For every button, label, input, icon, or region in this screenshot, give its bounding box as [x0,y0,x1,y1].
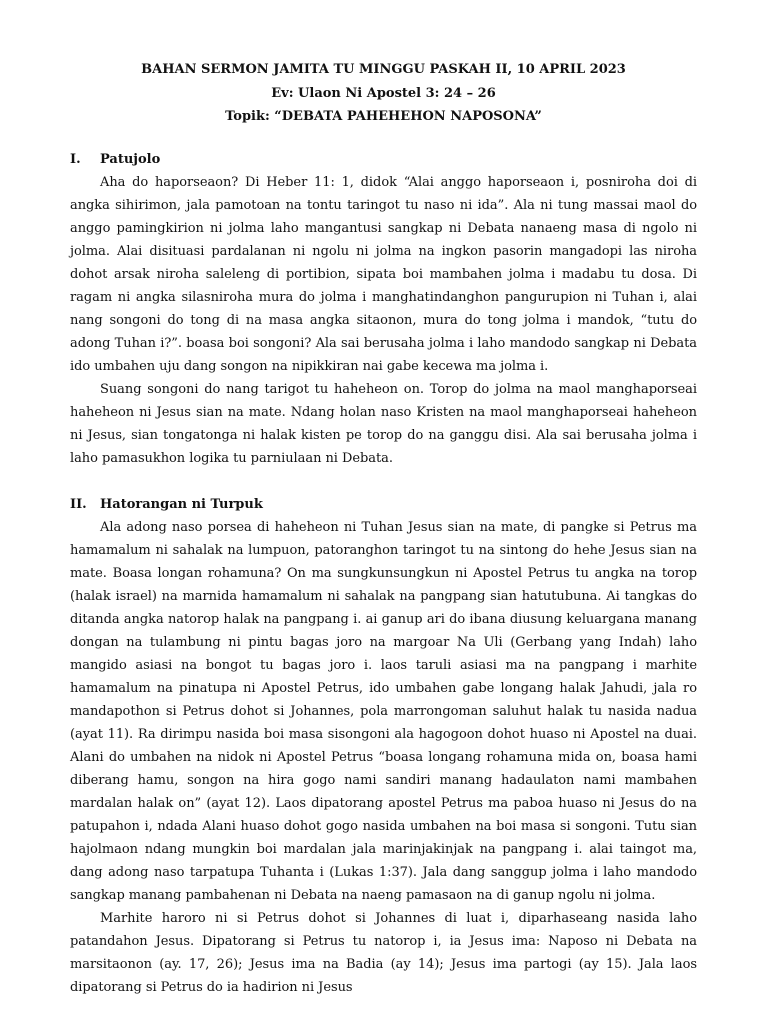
paragraph: Marhite haroro ni si Petrus dohot si Johannes di luat i, diparhaseang nasida laho patandahon Jesus. Dipatorang si Petrus tu natorop i, ia Jesus ima: Naposo ni Debata na marsitaonon (ay. 17, 26); Jesus ima na Badia (ay 14); Jesus ima partogi (ay 15). Jala laos dipatorang si Petrus do ia hadirion ni Jesus [70,910,697,995]
document-header [70,58,697,129]
header-title: BAHAN SERMON JAMITA TU MINGGU PASKAH II, 10 APRIL 2023 [141,62,626,77]
section-title: Hatorangan ni Turpuk [100,496,263,512]
section-hatorangan [70,493,697,999]
paragraph: Aha do haporseaon? Di Heber 11: 1, didok “Alai anggo haporseaon i, posniroha doi di angka sihirimon, jala pamotoan na tontu taringot tu naso ni ida”. Ala ni tung massai maol do anggo pamingkirion ni jolma laho mangantusi sangkap ni Debata nanaeng masa di ngolo ni jolma. Alai disituasi pardalanan ni ngolu ni jolma na ingkon pasorin mangadopi las niroha dohot arsak niroha saleleng di portibion, sipata boi mambahen jolma i madabu tu dosa. Di ragam ni angka silasniroha mura do jolma i manghatindanghon pangurupion ni Tuhan i, alai nang songoni do tong di na masa angka sitaonon, mura do tong jolma i mandok, “tutu do adong Tuhan i?”. boasa boi songoni? Ala sai berusaha jolma i laho mandodo sangkap ni Debata ido umbahen uju dang songon na nipikkiran nai gabe kecewa ma jolma i. [70,174,697,374]
header-topic: Topik: “DEBATA PAHEHEHON NAPOSONA” [225,109,542,124]
section-heading [70,493,697,516]
section-number: II. [70,496,87,512]
section-number: I. [70,151,81,167]
section-heading [70,148,697,171]
section-title: Patujolo [100,151,161,167]
section-patujolo [70,148,697,470]
document-page [70,58,697,999]
header-scripture: Ev: Ulaon Ni Apostel 3: 24 – 26 [271,85,496,101]
paragraph: Suang songoni do nang tarigot tu haheheon on. Torop do jolma na maol manghaporseai haheheon ni Jesus sian na mate. Ndang holan naso Kristen na maol manghaporseai haheheon ni Jesus, sian tongatonga ni halak kisten pe torop do na ganggu disi. Ala sai berusaha jolma i laho pamasukhon logika tu parniulaan ni Debata. [70,381,697,466]
paragraph: Ala adong naso porsea di haheheon ni Tuhan Jesus sian na mate, di pangke si Petrus ma hamamalum ni sahalak na lumpuon, patoranghon taringot tu na sintong do hehe Jesus sian na mate. Boasa longan rohamuna? On ma sungkunsungkun ni Apostel Petrus tu angka na torop (halak israel) na marnida hamamalum ni sahalak na pangpang sian hatutubuna. Ai tangkas do ditanda angka natorop halak na pangpang i. ai ganup ari do ibana diusung keluargana manang dongan na tulambung ni pintu bagas joro na margoar Na Uli (Gerbang yang Indah) laho mangido asiasi na bongot tu bagas joro i. laos taruli asiasi ma na pangpang i marhite hamamalum na pinatupa ni Apostel Petrus, ido umbahen gabe longang halak Jahudi, jala ro mandapothon si Petrus dohot si Johannes, pola marrongoman saluhut halak tu nasida nadua (ayat 11). Ra dirimpu nasida boi masa sisongoni ala hagogoon dohot huaso ni Apostel na duai. Alani do umbahen na nidok ni Apostel Petrus “boasa longang rohamuna mida on, boasa hami diberang hamu, songon na hira gogo nami sandiri manang hadaulaton nami mambahen mardalan halak on” (ayat 12). Laos dipatorang apostel Petrus ma paboa huaso ni Jesus do na patupahon i, ndada Alani huaso dohot gogo nasida umbahen na boi masa si songoni. Tutu sian hajolmaon ndang mungkin boi mardalan jala marinjakinjak na pangpang i. alai taingot ma, dang adong naso tarpatupa Tuhanta i (Lukas 1:37). Jala dang sanggup jolma i laho mandodo sangkap manang pambahenan ni Debata na naeng pamasaon na di ganup ngolu ni jolma. [70,519,697,903]
